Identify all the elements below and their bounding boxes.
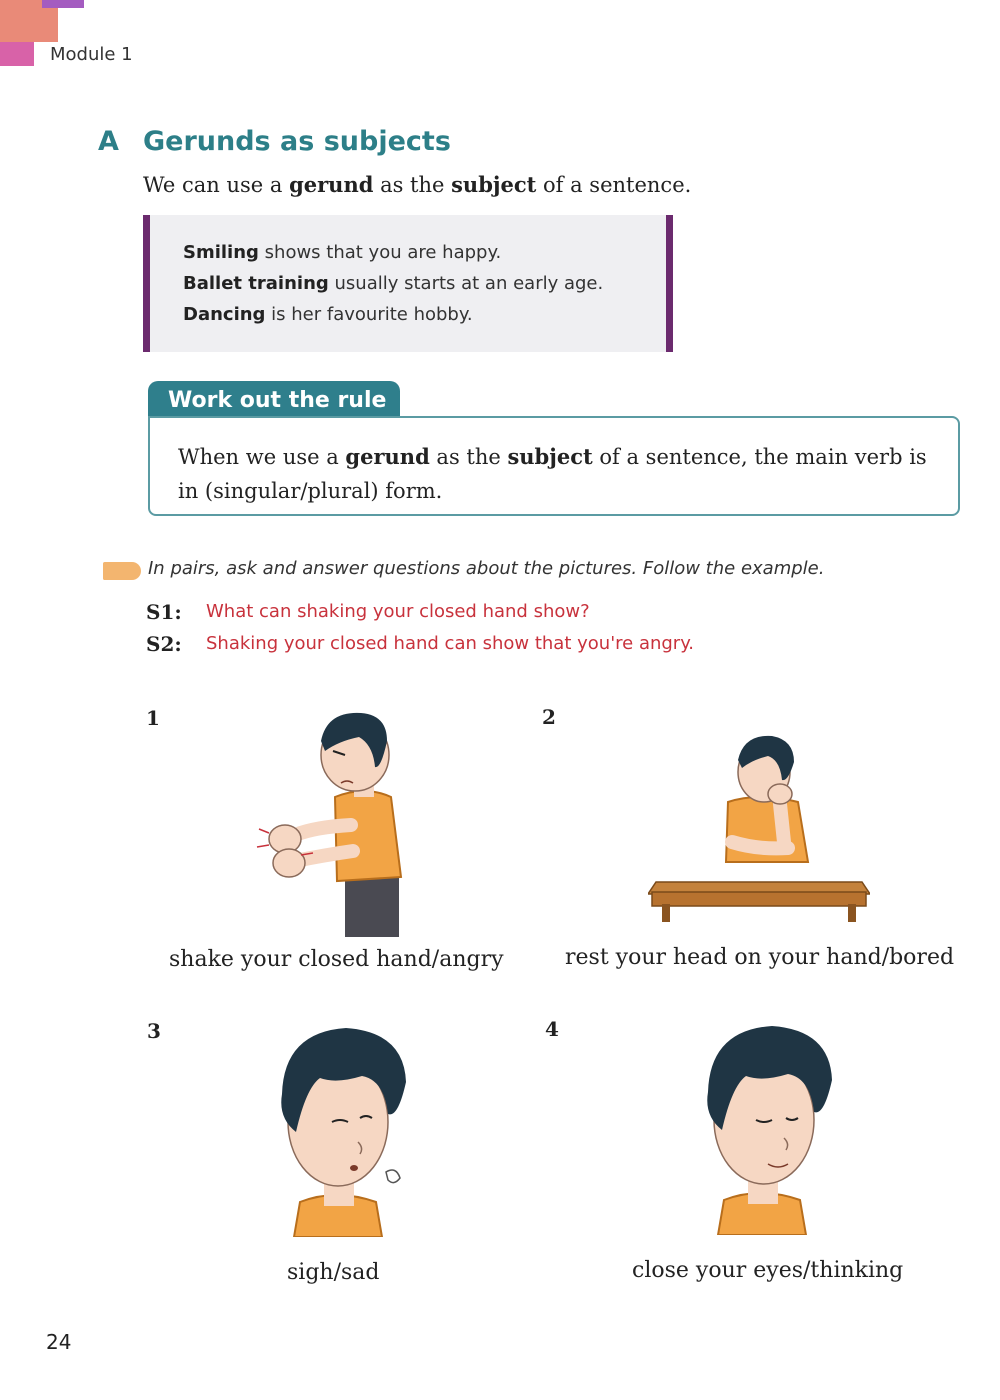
dialogue-line: Shaking your closed hand can show that you're angry. <box>206 633 695 654</box>
boy-sighing-illustration <box>266 1022 416 1237</box>
picture-number: 3 <box>147 1019 161 1043</box>
section-intro: We can use a gerund as the subject of a sentence. <box>143 172 692 197</box>
example-sentence: Smiling shows that you are happy. <box>183 242 502 263</box>
section-title: Gerunds as subjects <box>143 126 451 157</box>
boy-eyes-closed-illustration <box>690 1020 840 1235</box>
corner-decoration <box>0 42 34 66</box>
example-sentence: Dancing is her favourite hobby. <box>183 304 473 325</box>
speaker-label: S2: <box>146 632 182 656</box>
picture-caption: close your eyes/thinking <box>632 1258 904 1283</box>
picture-caption: sigh/sad <box>287 1260 380 1285</box>
boy-resting-head-illustration <box>648 732 870 922</box>
picture-number: 1 <box>146 706 160 730</box>
picture-caption: rest your head on your hand/bored <box>565 945 955 970</box>
rule-text: When we use a gerund as the subject of a sentence, the main verb is in (singular/plural) form. <box>178 444 927 503</box>
rule-box <box>148 416 960 516</box>
rule-tab-title: Work out the rule <box>148 381 400 421</box>
picture-number: 4 <box>545 1017 559 1041</box>
example-sentence: Ballet training usually starts at an early age. <box>183 273 604 294</box>
dialogue-line: What can shaking your closed hand show? <box>206 601 590 622</box>
section-letter: A <box>98 126 119 157</box>
picture-caption: shake your closed hand/angry <box>169 947 504 972</box>
corner-decoration <box>42 0 84 8</box>
picture-number: 2 <box>542 705 556 729</box>
task-marker-icon <box>103 562 141 580</box>
boy-shaking-fist-illustration <box>255 705 415 937</box>
example-box <box>143 215 673 352</box>
module-label: Module 1 <box>50 44 133 65</box>
activity-instruction: In pairs, ask and answer questions about the pictures. Follow the example. <box>148 558 825 579</box>
page-number: 24 <box>46 1330 72 1354</box>
speaker-label: S1: <box>146 600 182 624</box>
